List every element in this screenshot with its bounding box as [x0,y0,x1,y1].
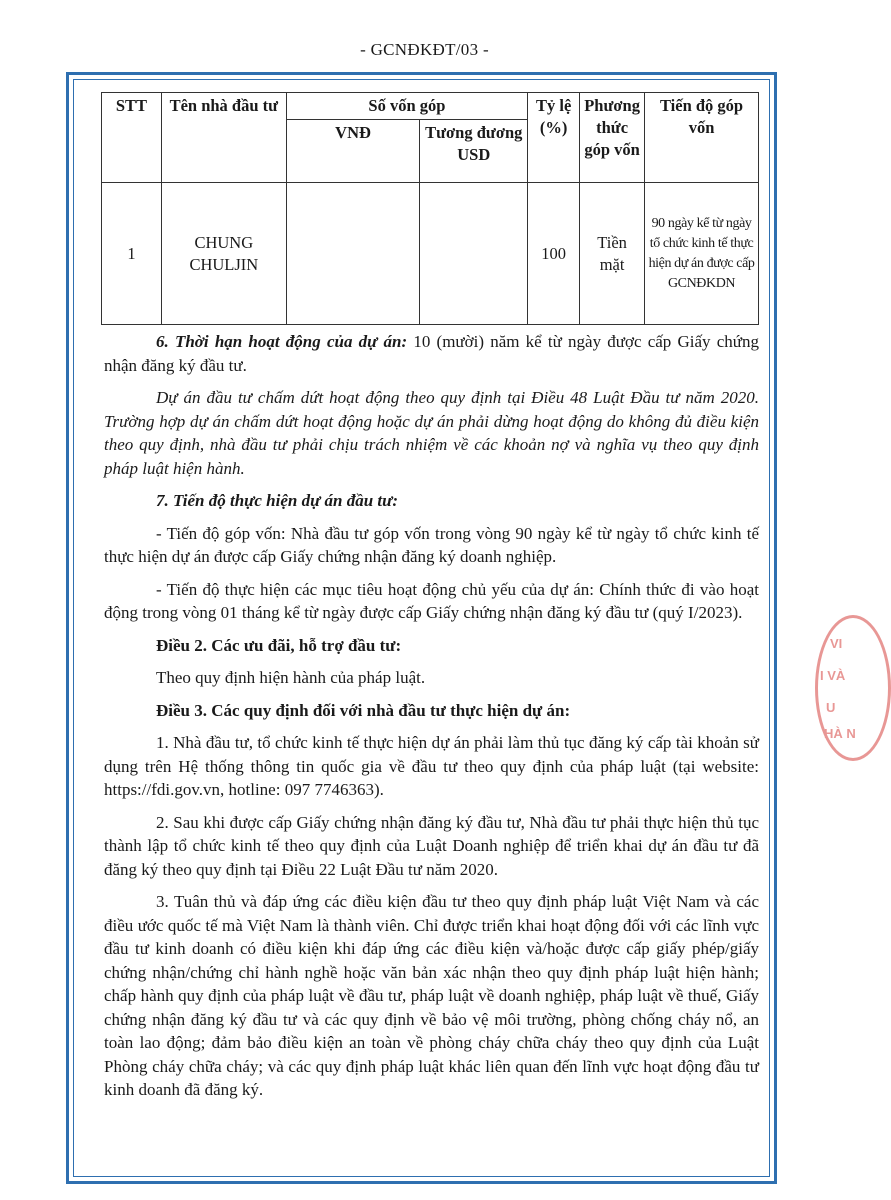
seal-text-3: U [826,700,836,715]
article-3-heading: Điều 3. Các quy định đối với nhà đầu tư thực hiện dự án: [156,700,571,720]
header-usd: Tương đương USD [420,120,528,183]
header-capital: Số vốn góp [286,93,527,120]
section-6-note: Dự án đầu tư chấm dứt hoạt động theo quy định tại Điều 48 Luật Đầu tư năm 2020. Trường hợp dự án chấm dứt hoạt động hoặc dự án phải dừng hoạt động do không đủ điều kiện theo quy định, nhà đầu tư phải chịu trách nhiệm về các khoản nợ và nghĩa vụ theo quy định pháp luật hiện hành. [104,388,759,478]
section-6-text: 10 (mười) năm kể từ ngày được cấp Giấy chứng nhận đăng ký đầu tư. [104,332,759,375]
cell-method: Tiền mặt [580,183,645,325]
cell-stt: 1 [102,183,162,325]
article-2-heading: Điều 2. Các ưu đãi, hỗ trợ đầu tư: [156,635,402,655]
section-7-item-1: - Tiến độ góp vốn: Nhà đầu tư góp vốn trong vòng 90 ngày kể từ ngày tổ chức kinh tế thực hiện dự án được cấp Giấy chứng nhận đăng ký doanh nghiệp. [104,523,759,566]
header-ratio: Tỷ lệ (%) [528,93,580,183]
table-header-row [102,93,759,120]
section-6-heading: 6. Thời hạn hoạt động của dự án: [156,332,408,351]
section-7-item-2: - Tiến độ thực hiện các mục tiêu hoạt động chủ yếu của dự án: Chính thức đi vào hoạt động trong vòng 01 tháng kể từ ngày được cấp Giấy chứng nhận đăng ký đầu tư (quý I/2023). [104,579,759,622]
cell-usd [420,183,528,325]
official-seal-fragment [815,615,891,761]
investor-capital-table [101,92,759,325]
document-body [104,330,759,1111]
section-7-heading: 7. Tiến độ thực hiện dự án đầu tư: [156,491,398,510]
header-method: Phương thức góp vốn [580,93,645,183]
section-6 [104,330,759,377]
header-vnd: VNĐ [286,120,420,183]
article-2-text: Theo quy định hiện hành của pháp luật. [156,668,426,687]
seal-text-4: HÀ N [824,726,856,741]
document-code: - GCNĐKĐT/03 - [360,40,489,59]
cell-investor-name: CHUNG CHULJIN [161,183,286,325]
cell-progress: 90 ngày kể từ ngày tổ chức kinh tế thực hiện dự án được cấp GCNĐKDN [645,183,759,325]
table-row [102,183,759,325]
cell-ratio: 100 [528,183,580,325]
article-3-paragraph-2: 2. Sau khi được cấp Giấy chứng nhận đăng ký đầu tư, Nhà đầu tư phải thực hiện thủ tục thành lập tổ chức kinh tế theo quy định của Luật Doanh nghiệp để triển khai dự án đầu tư đã đăng ký theo quy định tại Điều 22 Luật Đầu tư năm 2020. [104,812,759,879]
seal-text-2: I VÀ [820,668,846,683]
header-investor-name: Tên nhà đầu tư [161,93,286,183]
cell-vnd [286,183,420,325]
header-progress: Tiến độ góp vốn [645,93,759,183]
header-stt: STT [102,93,162,183]
seal-text-1: VI [830,636,843,651]
article-3-paragraph-1: 1. Nhà đầu tư, tổ chức kinh tế thực hiện dự án phải làm thủ tục đăng ký cấp tài khoản sử dụng trên Hệ thống thông tin quốc gia về đầu tư theo quy định của pháp luật (tại website: https://fdi.gov.vn, hotline: 097 7746363). [104,733,759,799]
article-3-paragraph-3: 3. Tuân thủ và đáp ứng các điều kiện đầu tư theo quy định pháp luật Việt Nam và các điều ước quốc tế mà Việt Nam là thành viên. Chỉ được triển khai hoạt động đối với các lĩnh vực đầu tư kinh doanh có điều kiện khi đáp ứng các điều kiện và/hoặc được cấp giấy phép/giấy chứng nhận/chứng chỉ hành nghề hoặc văn bản xác nhận theo quy định pháp luật hiện hành; chấp hành quy định của pháp luật về đầu tư, pháp luật về doanh nghiệp, pháp luật về thuế, Giấy chứng nhận đăng ký đầu tư và các quy định về bảo vệ môi trường, phòng chống cháy nổ, an toàn lao động; đảm bảo điều kiện an toàn về phòng cháy chữa cháy theo quy định của Luật Phòng cháy chữa cháy; và các quy định pháp luật khác liên quan đến lĩnh vực hoạt động đầu tư kinh doanh đã đăng ký. [104,892,759,1099]
